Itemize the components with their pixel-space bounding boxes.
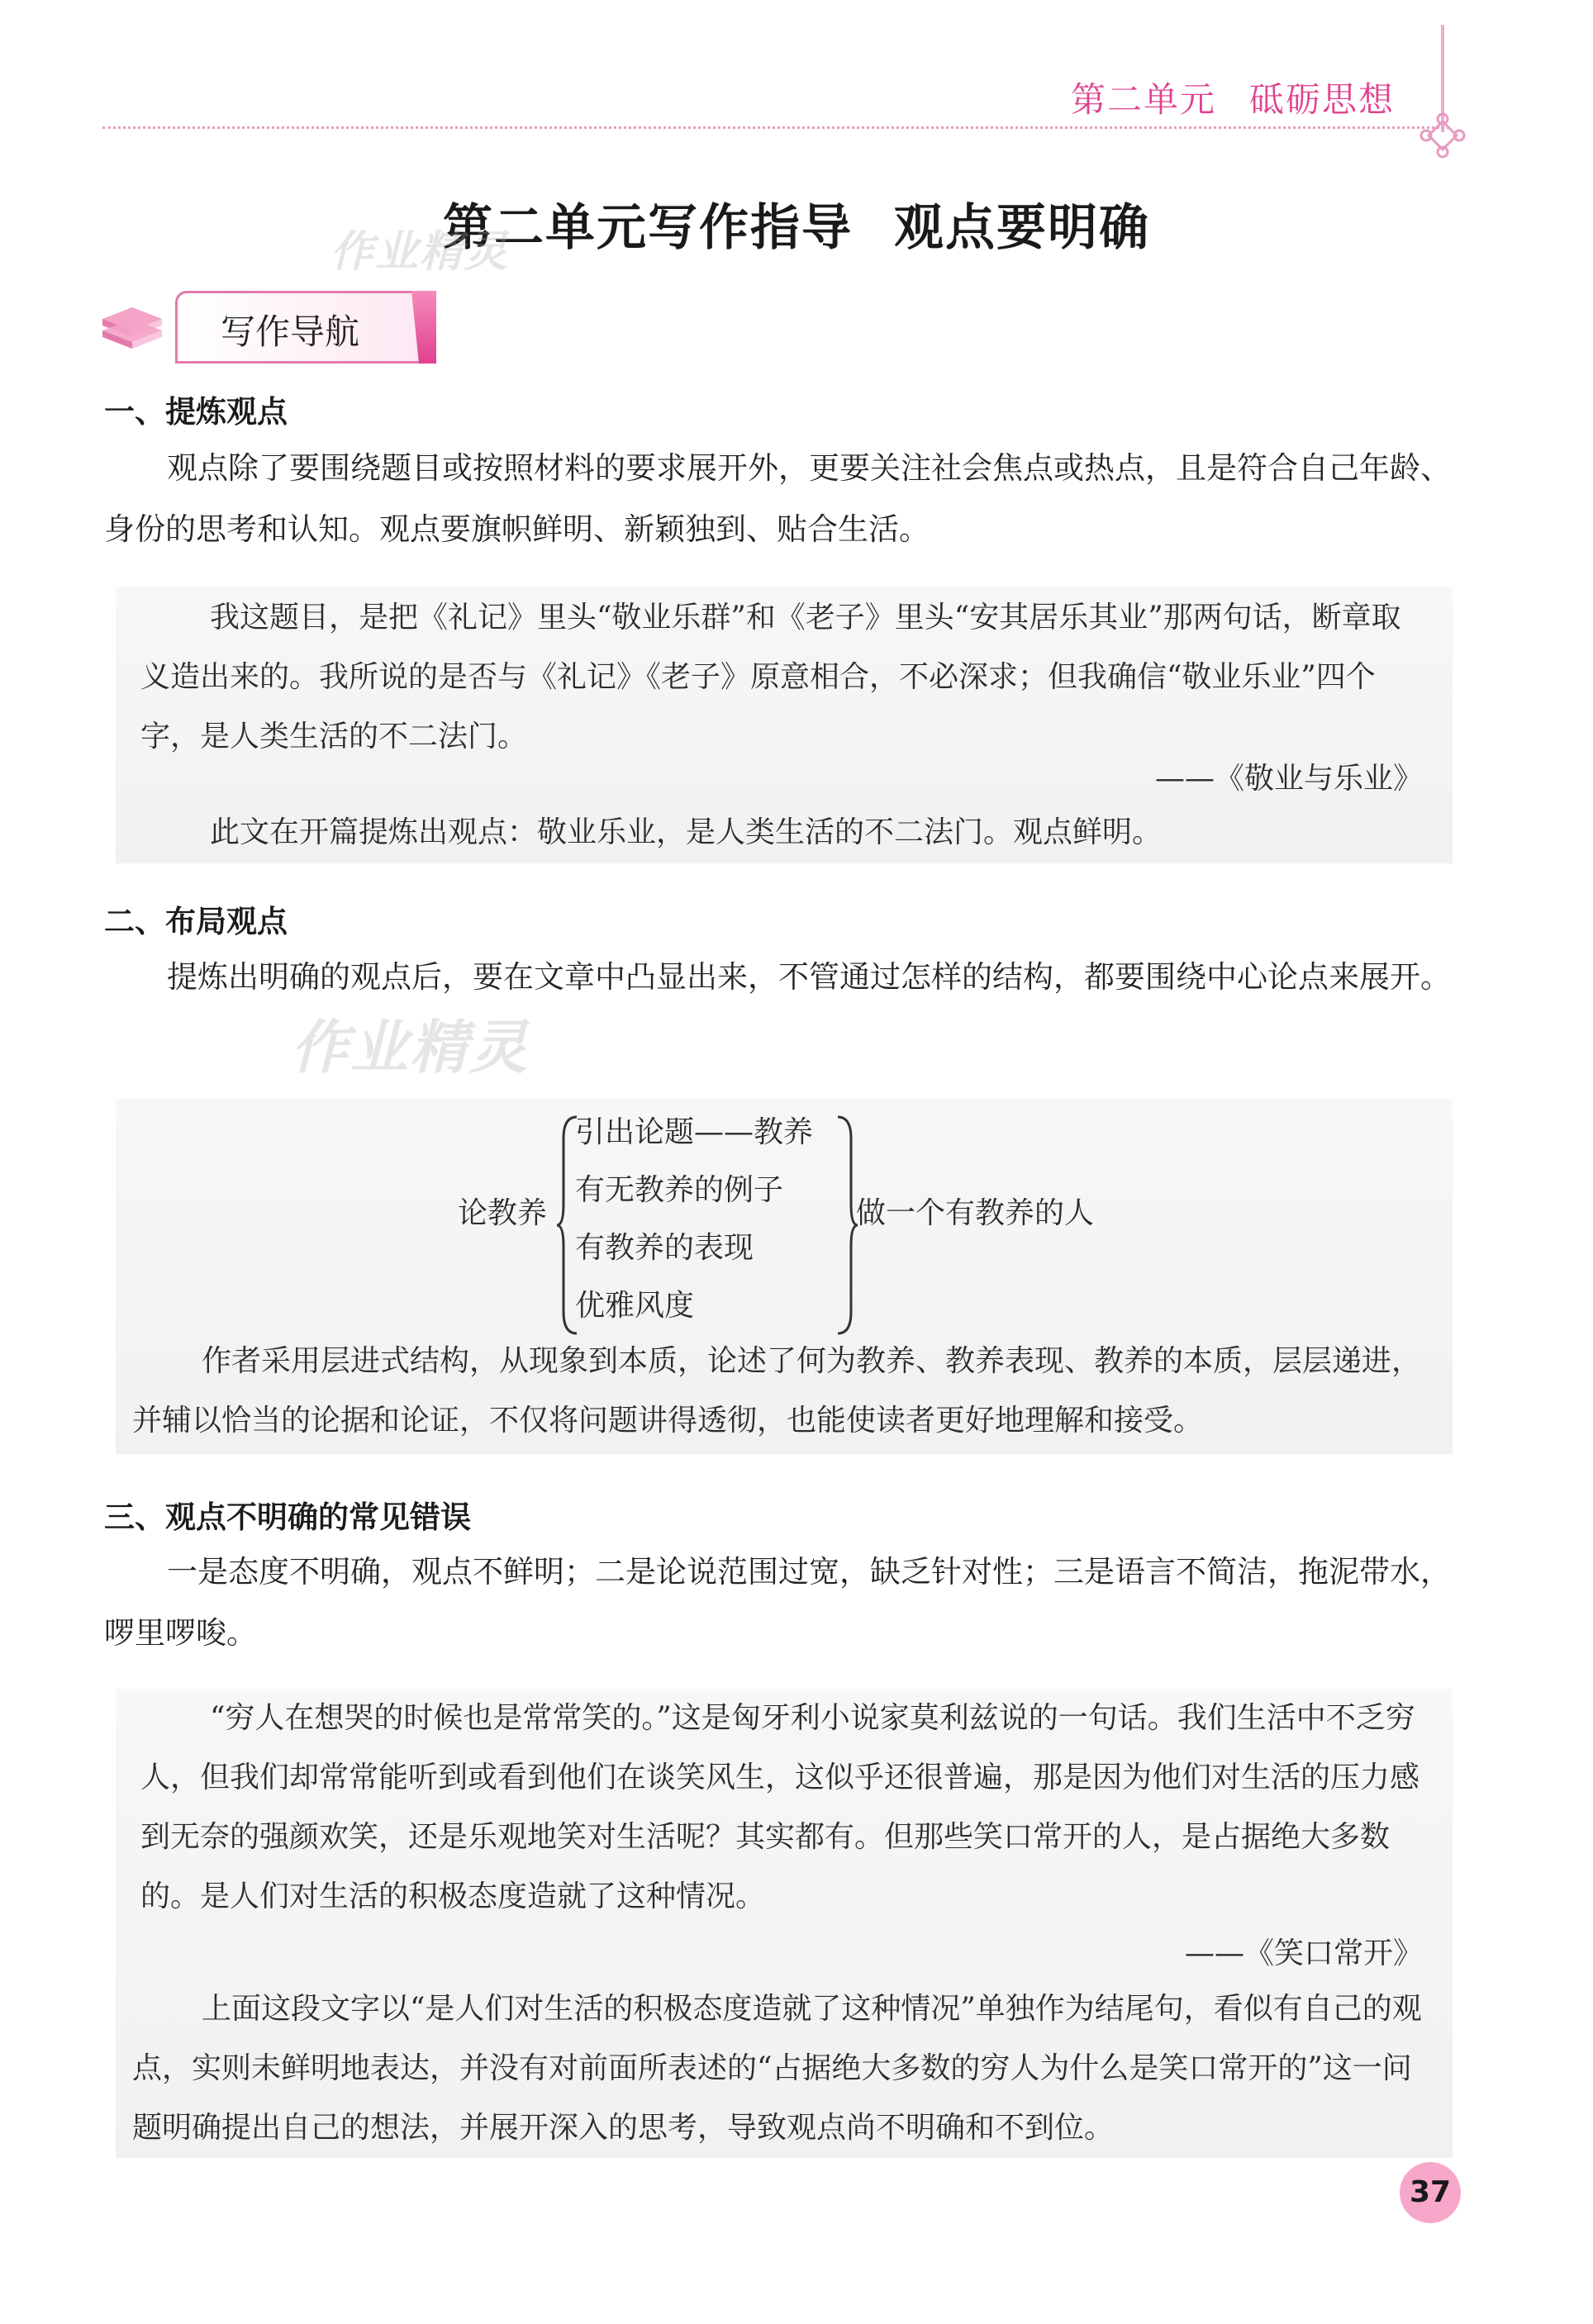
example1-quote: 我这题目，是把《礼记》里头“敬业乐群”和《老子》里头“安其居乐其业”那两句话，断章取义造出来的。我所说的是否与《礼记》《老子》原意相合，不必深求；但我确信“敬业乐业”四个字，是人类生活的不二法门。 <box>140 601 1401 753</box>
section-heading-2: 二、布局观点 <box>104 904 288 939</box>
diagram-conclusion: 做一个有教养的人 <box>856 1196 1095 1230</box>
diagram-item-3: 有教养的表现 <box>575 1231 754 1265</box>
example1-source: ——《敬业与乐业》 <box>1154 762 1423 796</box>
structure-diagram-box <box>116 1099 1453 1454</box>
chinese-knot-icon <box>1418 111 1467 160</box>
header-dotted-rule <box>102 126 1449 129</box>
example-box-3 <box>116 1689 1453 2158</box>
books-icon <box>99 294 165 360</box>
example3-comment: 上面这段文字以“是人们对生活的积极态度造就了这种情况”单独作为结尾句，看似有自己的观点，实则未鲜明地表达，并没有对前面所表述的“占据绝大多数的穷人为什么是笑口常开的”这一问题明确提出自己的想法，并展开深入的思考，导致观点尚不明确和不到位。 <box>132 1992 1422 2145</box>
header-theme: 砥砺思想 <box>1248 79 1395 120</box>
watermark: 作业精灵 <box>330 227 510 277</box>
example-box-1 <box>116 587 1453 863</box>
section3-body: 一是态度不明确，观点不鲜明；二是论说范围过宽，缺乏针对性；三是语言不简洁，拖泥带水，啰里啰唆。 <box>104 1554 1451 1651</box>
diagram-root: 论教养 <box>458 1196 548 1230</box>
diagram-item-4: 优雅风度 <box>575 1289 695 1323</box>
section-heading-1: 一、提炼观点 <box>104 394 288 430</box>
example3-quote: “穷人在想哭的时候也是常常笑的。”这是匈牙利小说家莫利兹说的一句话。我们生活中不乏穷人，但我们却常常能听到或看到他们在谈笑风生，这似乎还很普遍，那是因为他们对生活的压力感到无奈的强颜欢笑，还是乐观地笑对生活呢？其实都有。但那些笑口常开的人，是占据绝大多数的。是人们对生活的积极态度造就了这种情况。 <box>140 1701 1420 1913</box>
page-number: 37 <box>1400 2162 1461 2223</box>
running-header <box>1071 73 1395 122</box>
example1-comment: 此文在开篇提炼出观点：敬业乐业，是人类生活的不二法门。观点鲜明。 <box>210 815 1163 849</box>
section1-body: 观点除了要围绕题目或按照材料的要求展开外，更要关注社会焦点或热点，且是符合自己年龄、身份的思考和认知。观点要旗帜鲜明、新颖独到、贴合生活。 <box>104 450 1451 547</box>
section2-body: 提炼出明确的观点后，要在文章中凸显出来，不管通过怎样的结构，都要围绕中心论点来展开。 <box>167 959 1451 995</box>
watermark-2: 作业精灵 <box>291 1014 529 1081</box>
diagram-item-2: 有无教养的例子 <box>575 1173 784 1207</box>
example3-source: ——《笑口常开》 <box>1184 1937 1423 1970</box>
page-title: 第二单元写作指导 观点要明确 <box>443 199 1150 257</box>
header-unit: 第二单元 <box>1070 79 1216 120</box>
writing-nav-label: 写作导航 <box>221 311 360 352</box>
section2-comment: 作者采用层进式结构，从现象到本质，论述了何为教养、教养表现、教养的本质，层层递进，并辅以恰当的论据和论证，不仅将问题讲得透彻，也能使读者更好地理解和接受。 <box>132 1344 1422 1438</box>
writing-nav-banner <box>175 291 436 364</box>
section-heading-3: 三、观点不明确的常见错误 <box>104 1499 471 1535</box>
diagram-item-1: 引出论题——教养 <box>575 1115 814 1149</box>
